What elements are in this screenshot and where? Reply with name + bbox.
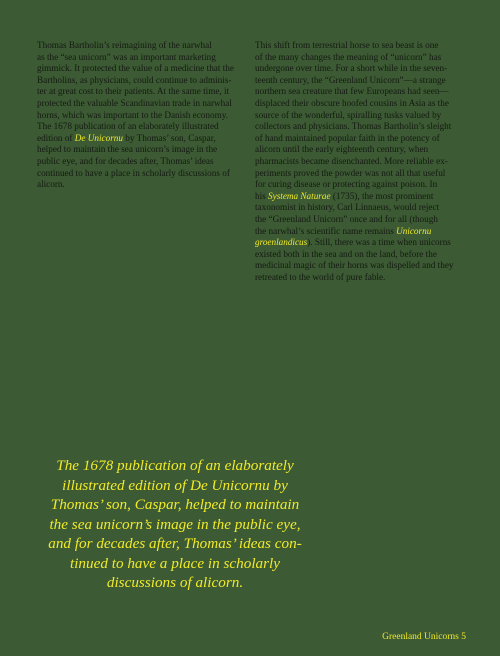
- book-title-highlight: Systema Naturae: [268, 190, 331, 201]
- pull-quote-line: illustrated edition of De Unicornu by: [62, 476, 288, 494]
- text-fragment: the narwhal’s scientific name remains: [255, 225, 397, 236]
- text-line: source of the wonderful, spiralling tusks valued by: [255, 109, 442, 120]
- text-line: alicorn until the early eighteenth century, when: [255, 144, 429, 155]
- pull-quote-line: discussions of alicorn.: [106, 574, 244, 591]
- text-line: medicinal magic of their horns was dispelled and they: [255, 260, 454, 271]
- text-line: ter at great cost to their patients. At the same time, it: [37, 86, 230, 97]
- right-text-column: [255, 40, 465, 283]
- pull-quote-line: tinued to have a place in scholarly: [69, 554, 281, 572]
- text-line: as the “sea unicorn” was an important marketing: [37, 51, 216, 62]
- text-line: periments proved the powder was not all that useful: [255, 167, 446, 178]
- text-line: [37, 133, 216, 143]
- text-fragment: by Thomas’ son, Caspar,: [123, 132, 216, 143]
- text-line: collectors and physicians. Thomas Bartholin’s sleight: [255, 121, 452, 132]
- text-fragment: edition of: [37, 132, 75, 143]
- text-line: the “Greenland Unicorn” once and for all (though: [255, 213, 438, 224]
- text-line: [255, 191, 433, 201]
- text-line: horns, which was important to the Danish economy.: [37, 109, 229, 120]
- text-line: public eye, and for decades after, Thomas’ ideas: [37, 155, 214, 166]
- text-line: Bartholins, as physicians, could continue to adminis-: [37, 74, 232, 85]
- text-line: protected the valuable Scandinavian trade in narwhal: [37, 97, 232, 108]
- text-fragment: (1735), the most prominent: [330, 190, 434, 201]
- text-line: [255, 237, 451, 247]
- scientific-name-highlight: Unicornu: [396, 225, 432, 236]
- pull-quote-line: and for decades after, Thomas’ ideas con-: [48, 535, 302, 552]
- text-line: continued to have a place in scholarly discussions of: [37, 167, 230, 178]
- text-line: alicorn.: [37, 179, 65, 190]
- left-text-column: [37, 40, 245, 191]
- scientific-name-highlight: groenlandicus: [255, 237, 308, 248]
- text-line: existed both in the sea and on the land, before the: [255, 248, 437, 259]
- pull-quote-line: the sea unicorn’s image in the public eye,: [49, 515, 301, 533]
- text-line: displaced their obscure hoofed cousins in Asia as the: [255, 97, 449, 108]
- text-line: Thomas Bartholin’s reimagining of the narwhal: [37, 40, 212, 50]
- text-line: [255, 226, 431, 236]
- pull-quote-line: Thomas’ son, Caspar, helped to maintain: [50, 496, 300, 513]
- text-line: of hand maintained popular faith in the potency of: [255, 132, 440, 143]
- text-line: northern sea creature that few Europeans had seen—: [255, 86, 449, 97]
- pull-quote-line: The 1678 publication of an elaborately: [56, 457, 294, 474]
- text-line: undergone over time. For a short while in the seven-: [255, 63, 448, 74]
- text-line: for curing disease or protecting against poison. In: [255, 179, 438, 190]
- text-line: helped to maintain the sea unicorn’s image in the: [37, 144, 218, 155]
- text-line: teenth century, the “Greenland Unicorn”—a strange: [255, 74, 446, 85]
- text-fragment: ). Still, there was a time when unicorns: [307, 237, 451, 248]
- text-line: retreated to the world of pure fable.: [255, 271, 386, 282]
- pull-quote: [30, 456, 320, 593]
- text-line: The 1678 publication of an elaborately illustrated: [37, 121, 219, 132]
- page-footer: Greenland Unicorns 5: [382, 632, 466, 642]
- book-title-highlight: De Unicornu: [74, 132, 123, 143]
- text-fragment: his: [255, 190, 269, 201]
- text-line: pharmacists became disenchanted. More reliable ex-: [255, 155, 448, 166]
- text-line: of the many changes the meaning of “unicorn” has: [255, 51, 442, 62]
- text-line: gimmick. It protected the value of a medicine that the: [37, 63, 234, 74]
- text-line: This shift from terrestrial horse to sea beast is one: [255, 40, 439, 50]
- text-line: taxonomist in history, Carl Linnaeus, would reject: [255, 202, 440, 213]
